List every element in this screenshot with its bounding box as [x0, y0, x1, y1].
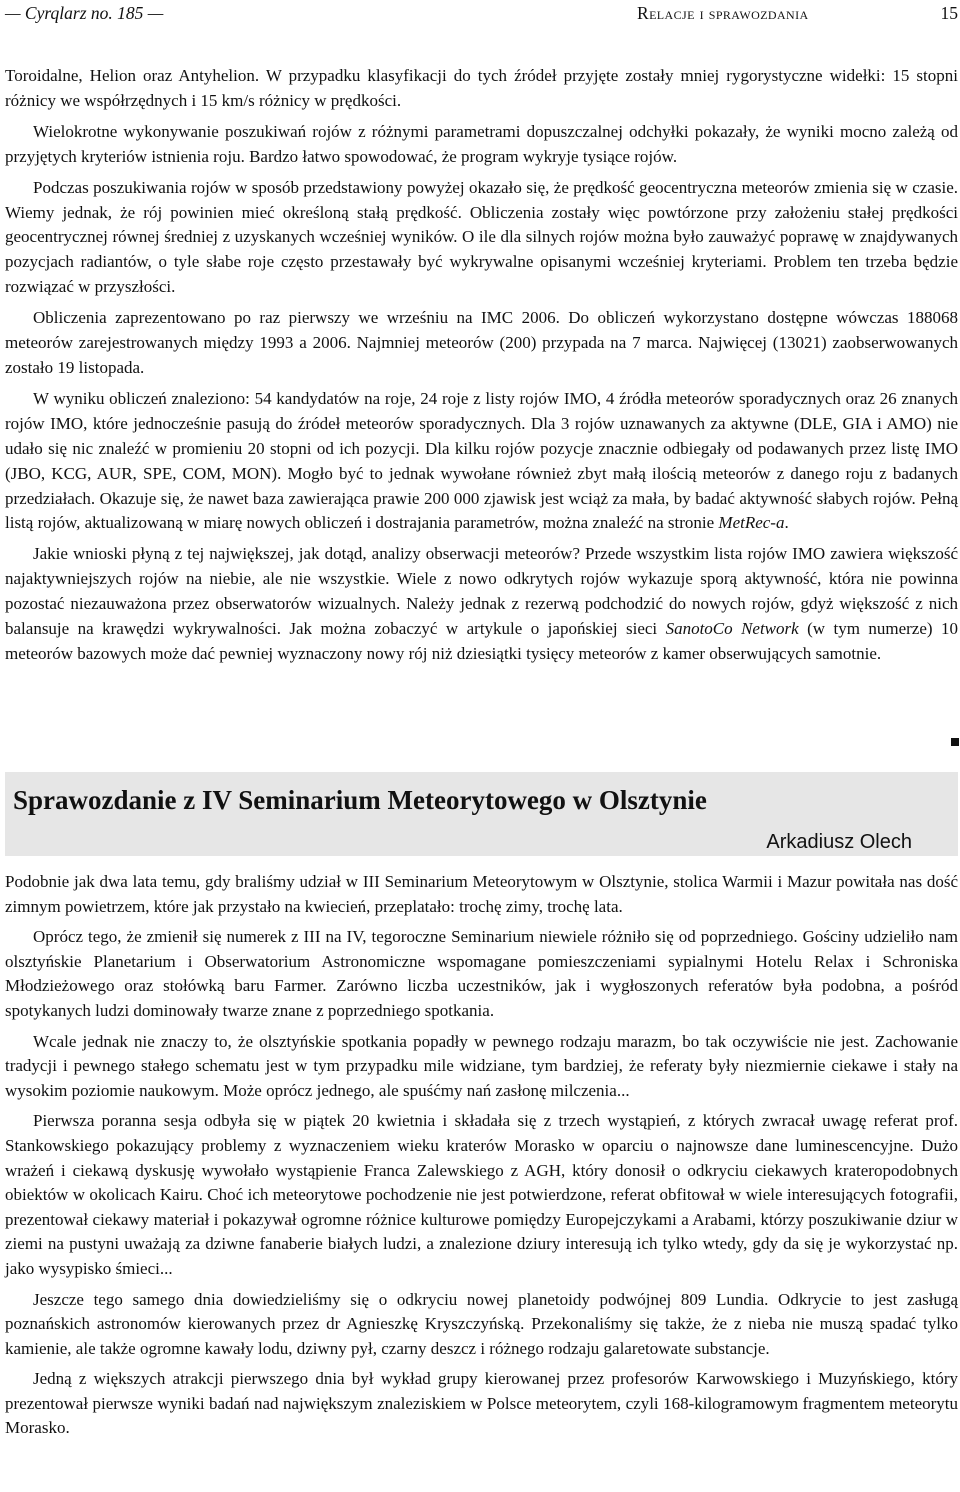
section-heading: Relacje i sprawozdania	[637, 3, 809, 23]
paragraph-text: W wyniku obliczeń znaleziono: 54 kandydatów na roje, 24 roje z listy rojów IMO, 4 źródła meteorów sporadycznych oraz 26 znanych rojów IMO, które jednocześnie pasują do źródeł meteorów sporadycznych. Dla 3 rojów uznawanych za aktywne (DLE, GIA i AMO) nie udało się nic znaleźć w promieniu 20 stopni od ich pozycji. Dla kilku rojów pozycje znacznie odbiegały od podawanych przez listę IMO (JBO, KCG, AUR, SPE, COM, MON). Mogło być to jednak wywołane również zbyt małą ilością meteorów z danego roju z badanych przedziałach. Okazuje się, że nawet baza zawierająca prawie 200 000 zjawisk jest wciąż za mała, by badać aktywność słabych rojów. Pełną listą rojów, aktualizowaną w miarę nowych obliczeń i dostrajania parametrów, można znaleźć na stronie	[5, 388, 958, 533]
paragraph: Podczas poszukiwania rojów w sposób przedstawiony powyżej okazało się, że prędkość geocentryczna meteorów zmienia się w czasie. Wiemy jednak, że rój powinien mieć określoną stałą prędkość. Obliczenia zostały więc powtórzone przy założeniu stałej prędkości geocentrycznej równej średniej z uzyskanych wcześniej wyników. O ile dla silnych rojów można było zauważyć poprawę w znajdywanych pozycjach radiantów, o tyle słabe roje często przestawały być wykrywalne opisanymi wcześniej kryteriami. Problem ten trzeba będzie rozwiązać w przyszłości.	[5, 177, 958, 297]
section-header	[5, 772, 958, 856]
article-continuation	[5, 64, 958, 673]
journal-issue: — Cyrqlarz no. 185 —	[5, 3, 164, 23]
paragraph-text: (w tym numerze) 10 meteorów bazowych może dać pewniej wyznaczony nowy rój niż dziesiątki tysięcy meteorów z kamer obserwujących samotnie.	[5, 619, 958, 663]
section-title: Sprawozdanie z IV Seminarium Meteorytowego w Olsztynie	[13, 785, 707, 815]
paragraph: Pierwsza poranna sesja odbyła się w piątek 20 kwietnia i składała się z trzech wystąpień, z których zwracał uwagę referat prof. Stankowskiego pokazujący problemy z wyznaczeniem wieku kraterów Morasko w oparciu o najnowsze dane luminescencyjne. Dużo wrażeń i ciekawą dyskusję wywołało wystąpienie Franca Zalewskiego z AGH, który donosił o odkryciu ciekawych krateropodobnych obiektów w okolicach Kairu. Choć ich meteorytowe pochodzenie nie jest potwierdzone, referat obfitował w wiele interesujących fotografii, prezentował ciekawy materiał i pokazywał ogromne różnice kulturowe pomiędzy Europejczykami a Arabami, którzy poszukiwanie dziur w ziemi na pustyni uważają za dziwne fanaberie białych ludzi, a znalezione dziury interesują ich tylko wtedy, gdy da się je wykorzystać np. jako wysypisko śmieci...	[5, 1111, 958, 1278]
paragraph-text: .	[784, 513, 789, 533]
metrec-reference: MetRec-a	[718, 513, 785, 533]
paragraph: Oprócz tego, że zmienił się numerek z III na IV, tegoroczne Seminarium niewiele różniło się od poprzedniego. Gościny udzieliło nam olsztyńskie Planetarium i Obserwatorium Astronomiczne wspomagane pomieszczeniami sypialnymi Hotelu Relax i Schroniska Młodzieżowego oraz stołówką baru Farmer. Zarówno liczba uczestników, jak i wygłoszonych referatów była podobna, a pośród spotykanych ludzi dominowały twarze znane z poprzedniego spotkania.	[5, 927, 958, 1020]
paragraph: Jeszcze tego samego dnia dowiedzieliśmy się o odkryciu nowej planetoidy podwójnej 809 Lundia. Odkrycie to jest zasługą poznańskich astronomów kierowanych przez dr Agnieszkę Kryszczyńską. Przekonaliśmy się także, że z nieba nie muszą spadać tylko kamienie, ale także ogromne kawały lodu, dziwny pył, czarny deszcz i różnego rodzaju galaretowate substancje.	[5, 1289, 958, 1358]
paragraph: Jedną z większych atrakcji pierwszego dnia był wykład grupy kierowanej przez profesorów Karwowskiego i Muzyńskiego, który prezentował pierwsze wyniki badań nad największym znaleziskiem w Polsce meteorytem, czyli 168-kilogramowym fragmentem meteorytu Morasko.	[5, 1369, 958, 1438]
article-end-mark	[951, 738, 959, 746]
paragraph	[5, 542, 958, 667]
report-body	[5, 870, 958, 1447]
author-name: Arkadiusz Olech	[766, 831, 912, 853]
paragraph-text: Jakie wnioski płyną z tej największej, jak dotąd, analizy obserwacji meteorów? Przede wszystkim lista rojów IMO zawiera większość najaktywniejszych rojów na niebie, ale nie wszystkie. Wiele z nowo odkrytych rojów wykazuje sporą aktywność, która nie powinna pozostać niezauważona przez obserwatorów wizualnych. Należy jednak z rezerwą podchodzić do nowych rojów, gdyż większość z nich balansuje na krawędzi wykrywalności. Jak można zobaczyć w artykule o japońskiej sieci	[5, 544, 958, 639]
running-head	[5, 2, 958, 24]
paragraph: Toroidalne, Helion oraz Antyhelion. W przypadku klasyfikacji do tych źródeł przyjęte zostały mniej rygorystyczne widełki: 15 stopni różnicy we współrzędnych i 15 km/s różnicy w prędkości.	[5, 66, 958, 110]
page-number: 15	[940, 3, 958, 23]
paragraph: Podobnie jak dwa lata temu, gdy braliśmy udział w III Seminarium Meteorytowym w Olsztynie, stolica Warmii i Mazur powitała nas dość zimnym powietrzem, które jak przystało na kwiecień, przeplatało: trochę zimy, trochę lata.	[5, 872, 958, 916]
paragraph: Obliczenia zaprezentowano po raz pierwszy we wrześniu na IMC 2006. Do obliczeń wykorzystano dostępne wówczas 188068 meteorów zarejestrowanych między 1993 a 2006. Najmniej meteorów (200) przypada na 7 marca. Najwięcej (13021) zaobserwowanych zostało 19 listopada.	[5, 308, 958, 377]
paragraph	[5, 387, 958, 536]
network-name: SanotoCo Network	[665, 619, 799, 639]
paragraph: Wcale jednak nie znaczy to, że olsztyńskie spotkania popadły w pewnego rodzaju marazm, bo tak oczywiście nie jest. Zachowanie tradycji i pewnego stałego schematu jest w tym przypadku mile widziane, tym bardziej, że referaty były niezmiernie ciekawe i stały na wysokim poziomie naukowym. Może oprócz jednego, ale spuśćmy nań zasłonę milczenia...	[5, 1031, 958, 1100]
paragraph: Wielokrotne wykonywanie poszukiwań rojów z różnymi parametrami dopuszczalnej odchyłki pokazały, że wyniki mocno zależą od przyjętych kryteriów istnienia roju. Bardzo łatwo spowodować, że program wykryje tysiące rojów.	[5, 121, 958, 166]
